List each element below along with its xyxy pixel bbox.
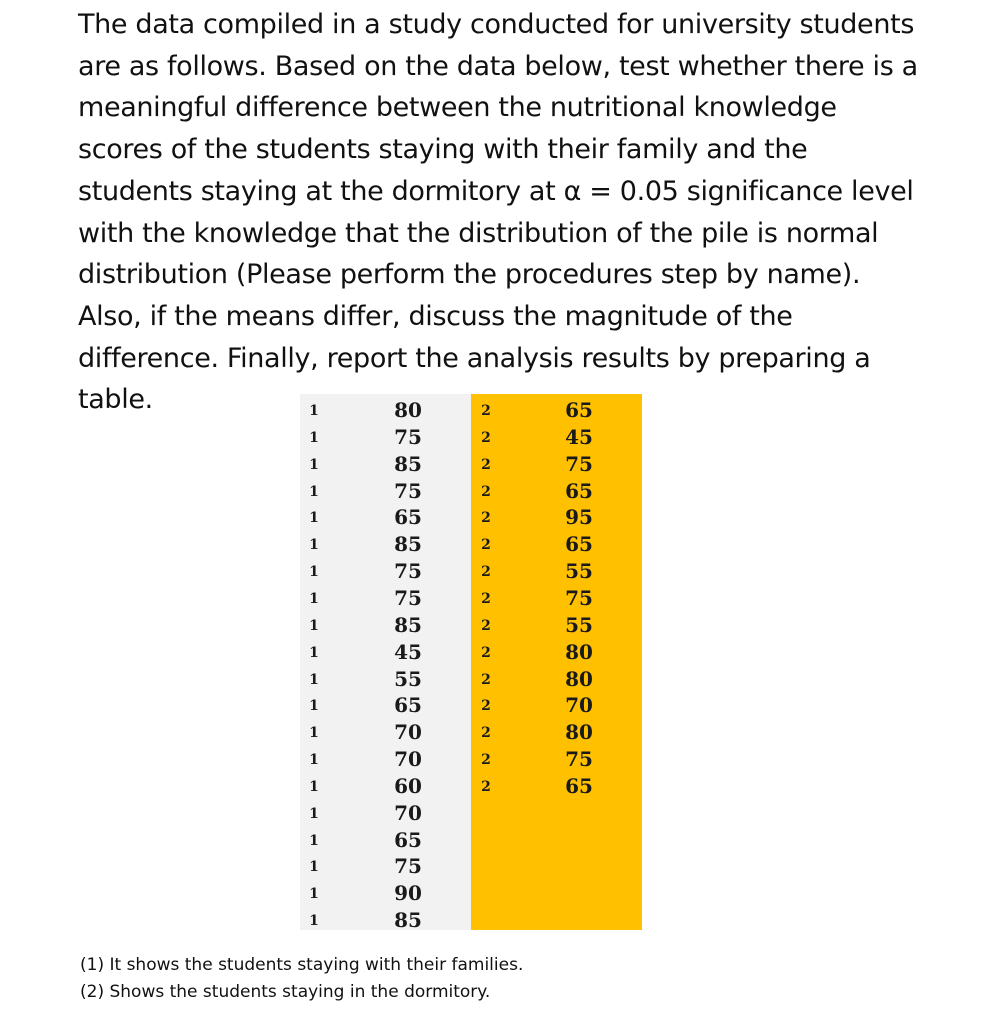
group2-code: 2 <box>481 537 491 554</box>
group1-score: 85 <box>394 532 422 557</box>
group1-score: 60 <box>394 773 422 798</box>
group2-score: 80 <box>565 666 593 691</box>
group2-score: 75 <box>565 747 593 772</box>
group2-score: 55 <box>565 612 593 637</box>
group2-score: 55 <box>565 559 593 584</box>
group1-code: 1 <box>309 510 319 527</box>
group1-code: 1 <box>309 429 319 446</box>
footnotes <box>80 952 523 1006</box>
group2-score: 75 <box>565 585 593 610</box>
group1-score: 75 <box>394 478 422 503</box>
group1-code: 1 <box>309 778 319 795</box>
group1-score: 75 <box>394 854 422 879</box>
group2-score: 65 <box>565 478 593 503</box>
group2-score: 65 <box>565 532 593 557</box>
group2-score: 65 <box>565 398 593 422</box>
group2-score: 75 <box>565 451 593 476</box>
question-line: Also, if the means differ, discuss the magnitude of the <box>78 300 793 332</box>
group2-code: 2 <box>481 644 491 661</box>
group1-code: 1 <box>309 671 319 688</box>
group2-code: 2 <box>481 456 491 473</box>
question-text <box>78 4 978 421</box>
group2-score: 80 <box>565 720 593 745</box>
group2-code: 2 <box>481 483 491 500</box>
group1-score: 65 <box>394 827 422 852</box>
group1-score: 80 <box>394 398 422 422</box>
group1-code: 1 <box>309 859 319 876</box>
footnote-group2: (2) Shows the students staying in the dormitory. <box>80 982 491 1002</box>
group1-column-background <box>300 394 471 933</box>
group1-score: 85 <box>394 451 422 476</box>
question-line: are as follows. Based on the data below, test whether there is a <box>78 50 918 82</box>
group2-code: 2 <box>481 403 491 419</box>
group1-score: 65 <box>394 505 422 530</box>
group2-score: 80 <box>565 639 593 664</box>
group2-code: 2 <box>481 752 491 769</box>
group1-score: 75 <box>394 585 422 610</box>
group1-code: 1 <box>309 617 319 634</box>
group2-code: 2 <box>481 429 491 446</box>
group1-code: 1 <box>309 913 319 930</box>
group2-score: 70 <box>565 693 593 718</box>
group1-score: 70 <box>394 800 422 825</box>
group1-code: 1 <box>309 456 319 473</box>
group2-code: 2 <box>481 564 491 581</box>
footnote-group1: (1) It shows the students staying with their families. <box>80 955 524 975</box>
question-line: distribution (Please perform the procedures step by name). <box>78 259 861 291</box>
group1-code: 1 <box>309 403 319 419</box>
group2-code: 2 <box>481 725 491 742</box>
group2-score: 95 <box>565 505 593 530</box>
group2-score: 65 <box>565 773 593 798</box>
group2-score: 45 <box>565 424 593 449</box>
question-line: The data compiled in a study conducted for university students <box>78 9 915 40</box>
group2-column-background <box>471 394 642 930</box>
question-line: difference. Finally, report the analysis results by preparing a <box>78 342 871 374</box>
question-line: with the knowledge that the distribution of the pile is normal <box>78 217 879 249</box>
group2-code: 2 <box>481 778 491 795</box>
group1-code: 1 <box>309 483 319 500</box>
group2-code: 2 <box>481 617 491 634</box>
group1-code: 1 <box>309 564 319 581</box>
group1-score: 75 <box>394 424 422 449</box>
group1-score: 55 <box>394 666 422 691</box>
group1-code: 1 <box>309 698 319 715</box>
group1-code: 1 <box>309 752 319 769</box>
group1-code: 1 <box>309 644 319 661</box>
group2-code: 2 <box>481 671 491 688</box>
group1-code: 1 <box>309 805 319 822</box>
group1-code: 1 <box>309 590 319 607</box>
group1-score: 85 <box>394 908 422 933</box>
group1-score: 90 <box>394 881 422 906</box>
group1-score: 65 <box>394 693 422 718</box>
group1-code: 1 <box>309 537 319 554</box>
group1-score: 70 <box>394 747 422 772</box>
group2-code: 2 <box>481 510 491 527</box>
question-line: scores of the students staying with their family and the <box>78 134 808 166</box>
group1-score: 85 <box>394 612 422 637</box>
question-line: students staying at the dormitory at α = 0.05 significance level <box>78 175 914 207</box>
group2-code: 2 <box>481 698 491 715</box>
group1-code: 1 <box>309 725 319 742</box>
group1-score: 70 <box>394 720 422 745</box>
group1-score: 45 <box>394 639 422 664</box>
group1-score: 75 <box>394 559 422 584</box>
question-line: table. <box>78 384 153 416</box>
group2-code: 2 <box>481 590 491 607</box>
group1-code: 1 <box>309 832 319 849</box>
question-line: meaningful difference between the nutritional knowledge <box>78 92 837 124</box>
group1-code: 1 <box>309 886 319 903</box>
